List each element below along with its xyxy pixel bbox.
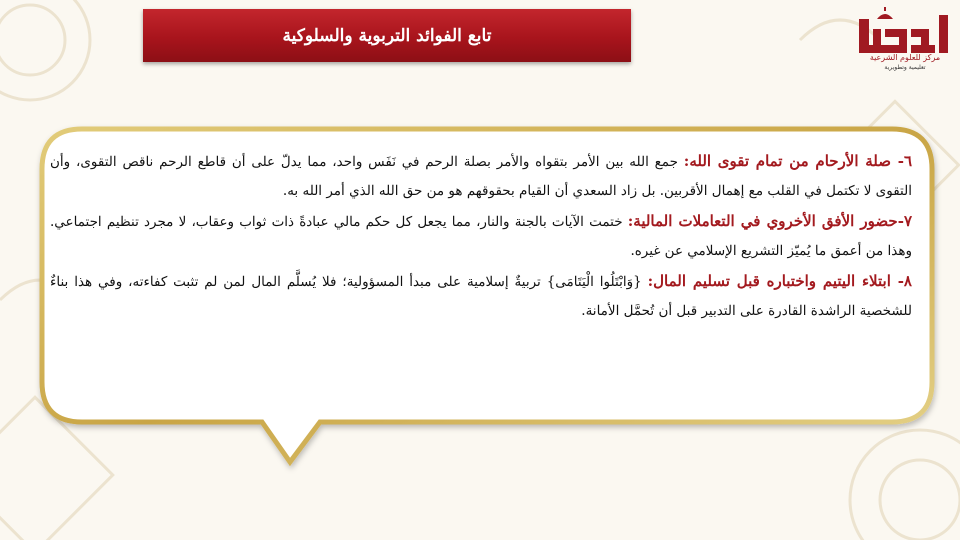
logo-tagline: تعليمية وتطويرية xyxy=(884,64,926,71)
point-7-heading: ٧-حضور الأفق الأخروي في التعاملات المالية: xyxy=(627,212,912,230)
point-6 xyxy=(50,147,912,206)
content-body xyxy=(50,147,912,412)
point-8-text: {وَابْتَلُوا الْيَتَامَى} تربيةٌ إسلامية على مبدأ المسؤولية؛ فلا يُسلَّم المال لمن لم تثبت كفاءته، وفي هذا بناءٌ للشخصية الراشدة القادرة على التدبير قبل أن تُحمَّل الأمانة. xyxy=(50,274,912,319)
point-7 xyxy=(50,207,912,266)
point-7-text: ختمت الآيات بالجنة والنار، مما يجعل كل حكم مالي عبادةً ذات ثواب وعقاب، لا مجرد تنظيم اجتماعي. وهذا من أعمق ما يُميّز التشريع الإسلامي عن غيره. xyxy=(50,214,912,259)
slide-title: تابع الفوائد التربوية والسلوكية xyxy=(282,25,492,46)
point-6-heading: ٦- صلة الأرحام من تمام تقوى الله: xyxy=(683,152,912,170)
logo-subtitle: مركز للعلوم الشرعية xyxy=(869,53,941,62)
point-6-text: جمع الله بين الأمر بتقواه والأمر بصلة الرحم في نَفَس واحد، مما يدلّ على أن قاطع الرحم ناقص التقوى، وأن التقوى لا تكتمل في القلب مع إهمال الأقربين. بل زاد السعدي أن القيام بحقوقهم هو من حق الله الذي أمر الله به. xyxy=(50,154,912,199)
point-8 xyxy=(50,267,912,326)
point-8-heading: ٨- ابتلاء اليتيم واختباره قبل تسليم المال: xyxy=(647,272,912,290)
